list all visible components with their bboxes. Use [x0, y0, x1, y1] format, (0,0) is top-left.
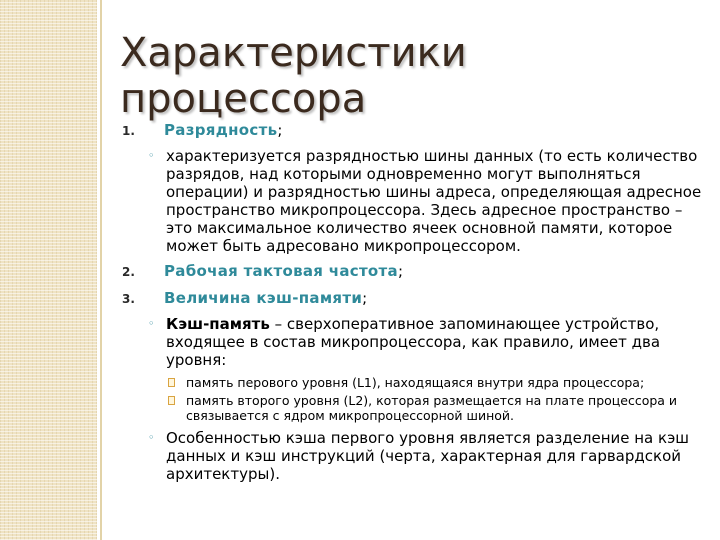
square-bullet-icon: [168, 378, 175, 387]
sub-item: [120, 315, 710, 369]
list-number: 3.: [122, 292, 135, 306]
sub-item-bold: Кэш-память: [166, 315, 270, 333]
slide-content: [120, 120, 710, 489]
circle-bullet-icon: ◦: [148, 149, 155, 162]
item-heading: Величина кэш-памяти: [164, 289, 363, 307]
item-suffix: ;: [277, 121, 283, 139]
list-item-clock: [120, 261, 710, 280]
sidebar-divider: [100, 0, 102, 540]
square-bullet-icon: [168, 396, 175, 405]
sub-sub-item-text: память перового уровня (L1), находящаяся внутри ядра процессора;: [186, 375, 645, 390]
sub-item: [120, 429, 710, 483]
decorative-sidebar: [0, 0, 97, 540]
sub-sub-item-text: память второго уровня (L2), которая размещается на плате процессора и связывается с ядром микропроцессорной шиной.: [186, 393, 678, 423]
sub-item-text: Особенностью кэша первого уровня является разделение на кэш данных и кэш инструкций (черта, характерная для гарвардской архитектуры).: [166, 429, 690, 483]
sub-item: [120, 147, 710, 255]
sub-sub-item: [120, 393, 710, 423]
circle-bullet-icon: ◦: [148, 431, 155, 444]
list-number: 1.: [122, 124, 135, 138]
circle-bullet-icon: ◦: [148, 317, 155, 330]
sub-item-text: характеризуется разрядностью шины данных (то есть количество разрядов, над которыми одновременно могут выполняться операции) и разрядностью шины адреса, определяющая адресное пространство микропроцессора. Здесь адресное пространство – это максимальное количество ячеек основной памяти, которое может быть адресовано микропроцессором.: [166, 147, 702, 255]
item-suffix: ;: [362, 289, 368, 307]
list-number: 2.: [122, 265, 135, 279]
item-heading: Рабочая тактовая частота: [164, 262, 398, 280]
slide-title: Характеристики процессора: [120, 30, 467, 122]
list-item-cache: [120, 288, 710, 307]
item-heading: Разрядность: [164, 121, 278, 139]
list-item-bitness: [120, 120, 710, 139]
item-suffix: ;: [397, 262, 404, 280]
sub-sub-item: [120, 375, 710, 390]
sub-item-text: – сверхоперативное запоминающее устройство, входящее в состав микропроцессора, как правило, имеет два уровня:: [166, 315, 661, 369]
